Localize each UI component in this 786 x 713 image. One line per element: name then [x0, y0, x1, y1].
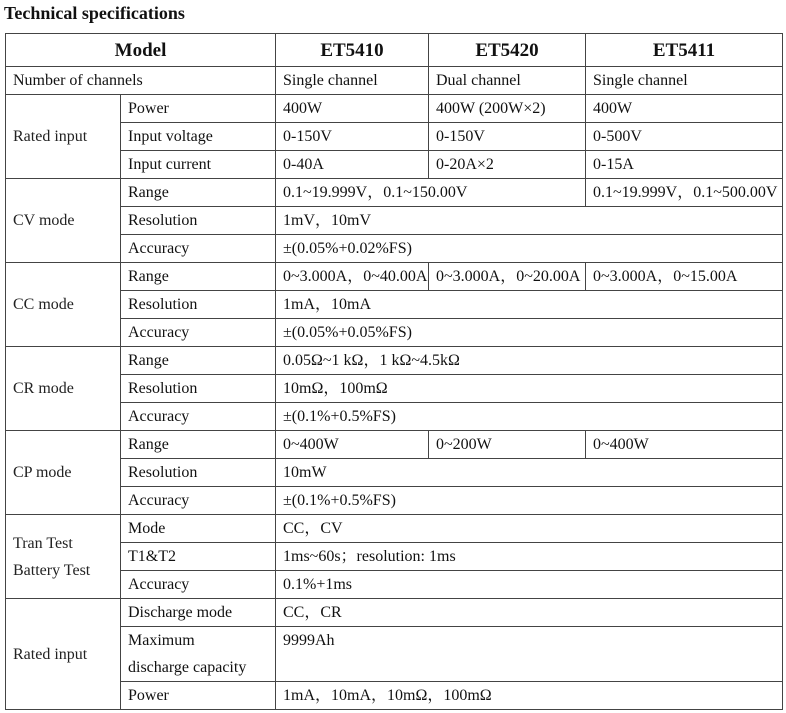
row-label: Resolution: [121, 207, 276, 235]
channels-et5420: Dual channel: [429, 67, 586, 95]
row-label: Accuracy: [121, 487, 276, 515]
row-label: Range: [121, 179, 276, 207]
table-row: [6, 95, 783, 123]
cell-value: 0.1~19.999V，0.1~500.00V: [586, 179, 783, 207]
page-title: Technical specifications: [4, 3, 185, 23]
cell-value: 0~3.000A，0~15.00A: [586, 263, 783, 291]
row-label-max-capacity: [121, 627, 276, 682]
channels-et5411: Single channel: [586, 67, 783, 95]
table-row: [6, 543, 783, 571]
cell-value: 1mA，10mA: [276, 291, 783, 319]
row-label: Range: [121, 263, 276, 291]
row-label: T1&T2: [121, 543, 276, 571]
row-label: Mode: [121, 515, 276, 543]
cell-value: 0-150V: [429, 123, 586, 151]
cell-value: 10mΩ，100mΩ: [276, 375, 783, 403]
tran-test-label: Tran Test: [13, 534, 73, 552]
tran-battery-group: [6, 515, 121, 599]
cell-value: 400W (200W×2): [429, 95, 586, 123]
cell-value: 1ms~60s；resolution: 1ms: [276, 543, 783, 571]
table-row: [6, 431, 783, 459]
table-row: [6, 403, 783, 431]
cell-value: 0~3.000A，0~40.00A: [276, 263, 429, 291]
cell-value: 0~400W: [586, 431, 783, 459]
channels-label: Number of channels: [6, 67, 276, 95]
cell-value: 0-40A: [276, 151, 429, 179]
row-label: Resolution: [121, 459, 276, 487]
cell-value: 1mV，10mV: [276, 207, 783, 235]
table-row: [6, 347, 783, 375]
spec-table: [5, 33, 783, 710]
cell-value: 0-20A×2: [429, 151, 586, 179]
row-label: Power: [121, 95, 276, 123]
row-label: Resolution: [121, 375, 276, 403]
table-row: [6, 263, 783, 291]
row-label: Accuracy: [121, 403, 276, 431]
cell-value: CC，CR: [276, 599, 783, 627]
cell-value: 0~200W: [429, 431, 586, 459]
row-label: Discharge mode: [121, 599, 276, 627]
header-et5410: ET5410: [276, 34, 429, 67]
table-row: [6, 515, 783, 543]
table-row: [6, 179, 783, 207]
cell-value: ±(0.1%+0.5%FS): [276, 487, 783, 515]
table-row: [6, 151, 783, 179]
table-row: [6, 207, 783, 235]
cell-value: 10mW: [276, 459, 783, 487]
cell-value: 0~3.000A，0~20.00A: [429, 263, 586, 291]
header-et5420: ET5420: [429, 34, 586, 67]
row-label: Accuracy: [121, 571, 276, 599]
table-row: [6, 459, 783, 487]
channels-et5410: Single channel: [276, 67, 429, 95]
row-label: Range: [121, 431, 276, 459]
row-label: Range: [121, 347, 276, 375]
table-row: [6, 571, 783, 599]
cell-value: 9999Ah: [276, 627, 783, 682]
cell-value: 400W: [586, 95, 783, 123]
table-row: [6, 627, 783, 682]
cell-value: 0.05Ω~1 kΩ，1 kΩ~4.5kΩ: [276, 347, 783, 375]
table-row: [6, 682, 783, 710]
table-row: [6, 123, 783, 151]
battery-rated-input-group: Rated input: [6, 599, 121, 710]
cell-value: ±(0.05%+0.05%FS): [276, 319, 783, 347]
table-header-row: [6, 34, 783, 67]
cr-mode-group: CR mode: [6, 347, 121, 431]
table-row: [6, 291, 783, 319]
header-model: Model: [6, 34, 276, 67]
cell-value: 0.1~19.999V，0.1~150.00V: [276, 179, 586, 207]
cv-mode-group: CV mode: [6, 179, 121, 263]
cell-value: 0-500V: [586, 123, 783, 151]
cell-value: 1mA，10mA，10mΩ，100mΩ: [276, 682, 783, 710]
cell-value: 0-15A: [586, 151, 783, 179]
max-capacity-label-line1: Maximum: [128, 632, 195, 649]
table-row: [6, 235, 783, 263]
cell-value: ±(0.1%+0.5%FS): [276, 403, 783, 431]
table-row: [6, 487, 783, 515]
cp-mode-group: CP mode: [6, 431, 121, 515]
row-label: Input current: [121, 151, 276, 179]
row-label: Resolution: [121, 291, 276, 319]
row-label: Power: [121, 682, 276, 710]
table-row: [6, 319, 783, 347]
cell-value: 400W: [276, 95, 429, 123]
cc-mode-group: CC mode: [6, 263, 121, 347]
table-row: [6, 599, 783, 627]
cell-value: CC，CV: [276, 515, 783, 543]
row-label: Input voltage: [121, 123, 276, 151]
cell-value: 0.1%+1ms: [276, 571, 783, 599]
cell-value: 0~400W: [276, 431, 429, 459]
cell-value: 0-150V: [276, 123, 429, 151]
table-row: [6, 375, 783, 403]
battery-test-label: Battery Test: [13, 561, 91, 579]
cell-value: ±(0.05%+0.02%FS): [276, 235, 783, 263]
row-label: Accuracy: [121, 235, 276, 263]
max-capacity-label-line2: discharge capacity: [128, 659, 247, 676]
row-label: Accuracy: [121, 319, 276, 347]
rated-input-group: Rated input: [6, 95, 121, 179]
table-row: [6, 67, 783, 95]
header-et5411: ET5411: [586, 34, 783, 67]
